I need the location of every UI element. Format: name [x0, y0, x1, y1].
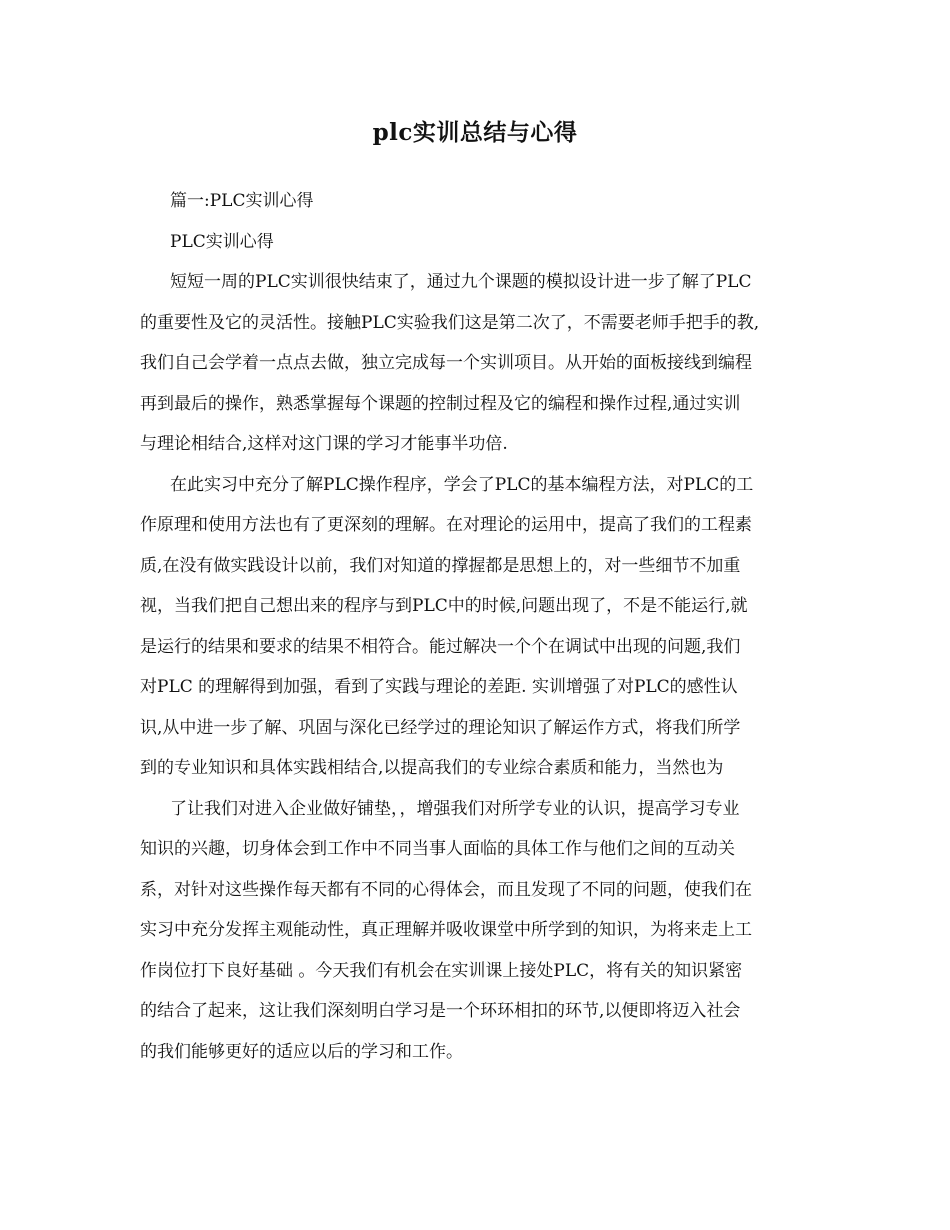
paragraph-line: 是运行的结果和要求的结果不相符合。能过解决一个个在调试中出现的问题,我们: [140, 636, 741, 657]
paragraph-line: 视，当我们把自己想出来的程序与到PLC中的时候,问题出现了，不是不能运行,就: [140, 596, 748, 616]
document-body: [140, 181, 816, 1072]
paragraph-line: 作岗位打下良好基础 。今天我们有机会在实训课上接处PLC，将有关的知识紧密: [140, 960, 743, 981]
paragraph-line: 质,在没有做实践设计以前，我们对知道的撑握都是思想上的，对一些细节不加重: [140, 555, 741, 576]
paragraph-line: 的结合了起来，这让我们深刻明白学习是一个环环相扣的环节,以便即将迈入社会: [140, 1001, 741, 1021]
paragraph-line: 知识的兴趣，切身体会到工作中不同当事人面临的具体工作与他们之间的互动关: [140, 839, 735, 859]
paragraph-line: 在此实习中充分了解PLC操作程序，学会了PLC的基本编程方法，对PLC的工: [170, 474, 754, 495]
subheading: PLC实训心得: [170, 231, 274, 252]
paragraph-line: 了让我们对进入企业做好铺垫，，增强我们对所学专业的认识，提高学习专业: [170, 798, 740, 819]
paragraph-line: 到的专业知识和具体实践相结合,以提高我们的专业综合素质和能力，当然也为: [140, 758, 724, 778]
paragraph-line: 与理论相结合,这样对这门课的学习才能事半功倍.: [140, 434, 508, 454]
paragraph-line: 我们自己会学着一点点去做，独立完成每一个实训项目。从开始的面板接线到编程: [140, 353, 752, 373]
paragraph-line: 再到最后的操作，熟悉掌握每个课题的控制过程及它的编程和操作过程,通过实训: [140, 393, 741, 414]
paragraph-line: 系，对针对这些操作每天都有不同的心得体会，而且发现了不同的问题，使我们在: [140, 879, 752, 900]
paragraph-line: 作原理和使用方法也有了更深刻的理解。在对理论的运用中，提高了我们的工程素: [140, 515, 752, 535]
paragraph-line: 短短一周的PLC实训很快结束了，通过九个课题的模拟设计进一步了解了PLC: [170, 272, 752, 292]
section-heading: 篇一:PLC实训心得: [170, 191, 314, 211]
document-title: plc实训总结与心得: [372, 119, 578, 146]
paragraph-line: 识,从中进一步了解、巩固与深化已经学过的理论知识了解运作方式，将我们所学: [140, 717, 741, 738]
paragraph-line: 实习中充分发挥主观能动性，真正理解并吸收课堂中所学到的知识，为将来走上工: [140, 920, 752, 940]
paragraph-line: 的重要性及它的灵活性。接触PLC实验我们这是第二次了，不需要老师手把手的教,: [140, 312, 760, 333]
paragraph-line: 的我们能够更好的适应以后的学习和工作。: [140, 1041, 463, 1062]
paragraph-line: 对PLC 的理解得到加强，看到了实践与理论的差距. 实训增强了对PLC的感性认: [140, 677, 738, 697]
